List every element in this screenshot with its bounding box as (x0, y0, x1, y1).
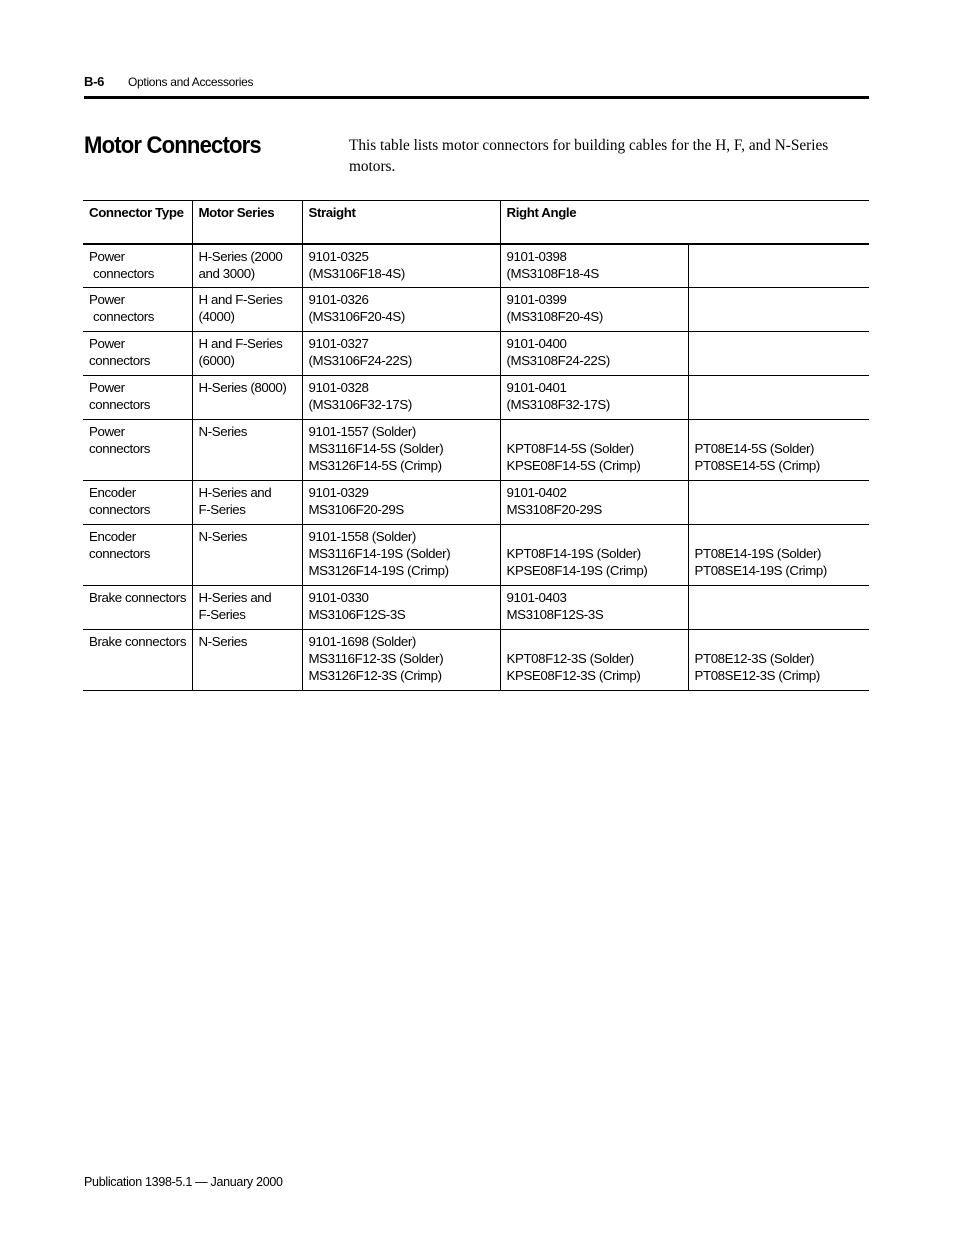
table-row (83, 332, 869, 376)
col-header-straight: Straight (302, 201, 500, 244)
cell-text-line: connectors (89, 353, 151, 368)
cell-text-line: connectors (89, 502, 151, 517)
cell-motor-series (192, 376, 302, 420)
publication-footer: Publication 1398-5.1 — January 2000 (84, 1175, 283, 1189)
cell-right-angle-alt (688, 630, 869, 691)
cell-straight (302, 376, 500, 420)
cell-straight (302, 420, 500, 481)
cell-right-angle (500, 481, 688, 525)
cell-text-line: KPT08F14-5S (Solder) (506, 441, 634, 456)
cell-right-angle-alt (688, 525, 869, 586)
cell-text-line: 9101-0398 (506, 248, 567, 264)
cell-text-line (695, 633, 864, 650)
cell-text-line: connectors (89, 441, 151, 456)
cell-right-angle-alt (688, 481, 869, 525)
cell-motor-series (192, 630, 302, 691)
cell-connector-type (83, 288, 192, 332)
cell-motor-series (192, 288, 302, 332)
cell-text-line: (MS3108F24-22S) (506, 353, 610, 368)
cell-text-line: 9101-1698 (Solder) (308, 634, 416, 649)
cell-text-line: N-Series (198, 634, 248, 649)
cell-connector-type (83, 244, 192, 288)
intro-paragraph: This table lists motor connectors for building cables for the H, F, and N-Series motors. (349, 137, 829, 175)
cell-motor-series (192, 586, 302, 630)
cell-text-line: MS3126F14-19S (Crimp) (308, 563, 449, 578)
cell-connector-type (83, 481, 192, 525)
cell-right-angle-alt (688, 586, 869, 630)
cell-text-line: MS3116F14-5S (Solder) (308, 441, 444, 456)
cell-text-line: PT08E14-5S (Solder) (694, 441, 815, 456)
cell-connector-type (83, 332, 192, 376)
cell-text-line: KPT08F14-19S (Solder) (506, 546, 641, 561)
cell-text-line: (MS3106F24-22S) (308, 353, 412, 368)
cell-text-line: 9101-0403 (506, 590, 567, 605)
cell-straight (302, 244, 500, 288)
cell-text-line: 9101-0401 (506, 380, 567, 395)
cell-text-line: F-Series (198, 502, 246, 517)
cell-text-line: connectors (93, 309, 155, 324)
cell-right-angle (500, 332, 688, 376)
cell-text-line: PT08SE12-3S (Crimp) (694, 668, 820, 683)
cell-text-line: 9101-0327 (308, 336, 369, 351)
cell-right-angle (500, 630, 688, 691)
cell-text-line: H and F-Series (198, 336, 283, 351)
cell-text-line: 9101-0399 (506, 292, 567, 307)
page-number: B-6 (84, 74, 105, 89)
cell-text-line: Power (89, 336, 125, 351)
cell-text-line: connectors (93, 265, 155, 281)
cell-text-line: 9101-0402 (506, 485, 567, 500)
cell-connector-type (83, 586, 192, 630)
cell-text-line: Encoder (89, 529, 136, 544)
cell-connector-type (83, 376, 192, 420)
table-row (83, 586, 869, 630)
cell-text-line: (6000) (198, 353, 235, 368)
cell-right-angle-alt (688, 288, 869, 332)
cell-text-line: MS3116F14-19S (Solder) (308, 546, 451, 561)
cell-right-angle-alt (688, 376, 869, 420)
cell-text-line: connectors (89, 397, 151, 412)
cell-text-line: Brake connectors (89, 590, 187, 605)
table-row (83, 244, 869, 288)
cell-text-line: (MS3108F20-4S) (506, 309, 603, 324)
cell-text-line: N-Series (198, 424, 248, 439)
cell-text-line: MS3108F20-29S (506, 502, 602, 517)
cell-text-line: 9101-0326 (308, 292, 369, 307)
cell-text-line: MS3116F12-3S (Solder) (308, 651, 444, 666)
cell-text-line: Encoder (89, 485, 136, 500)
cell-connector-type (83, 630, 192, 691)
motor-connectors-table (83, 200, 869, 691)
header-rule (84, 96, 869, 99)
cell-right-angle (500, 244, 688, 288)
cell-text-line: MS3108F12S-3S (506, 607, 604, 622)
cell-text-line: KPT08F12-3S (Solder) (506, 651, 634, 666)
cell-text-line (695, 528, 864, 545)
cell-text-line: N-Series (198, 529, 248, 544)
cell-right-angle-alt (688, 332, 869, 376)
table-row (83, 630, 869, 691)
cell-text-line (507, 423, 682, 440)
cell-text-line: H-Series (2000 (198, 248, 283, 264)
cell-text-line: PT08SE14-5S (Crimp) (694, 458, 820, 473)
cell-text-line: Brake connectors (89, 634, 187, 649)
cell-text-line: 9101-0330 (308, 590, 369, 605)
cell-text-line: H-Series and (198, 485, 272, 500)
cell-text-line: and 3000) (198, 265, 255, 281)
cell-text-line: MS3126F14-5S (Crimp) (308, 458, 442, 473)
cell-text-line: MS3126F12-3S (Crimp) (308, 668, 442, 683)
cell-right-angle (500, 420, 688, 481)
cell-text-line: KPSE08F12-3S (Crimp) (506, 668, 641, 683)
table-row (83, 288, 869, 332)
cell-text-line: (MS3108F32-17S) (506, 397, 610, 412)
table-row (83, 481, 869, 525)
cell-right-angle (500, 586, 688, 630)
cell-right-angle (500, 525, 688, 586)
cell-straight (302, 630, 500, 691)
cell-text-line: PT08SE14-19S (Crimp) (694, 563, 827, 578)
cell-right-angle-alt (688, 244, 869, 288)
cell-text-line (507, 528, 682, 545)
cell-motor-series (192, 332, 302, 376)
cell-text-line: PT08E12-3S (Solder) (694, 651, 815, 666)
table-row (83, 376, 869, 420)
cell-right-angle-alt (688, 420, 869, 481)
cell-text-line: (MS3106F20-4S) (308, 309, 405, 324)
cell-text-line: 9101-0325 (308, 248, 369, 264)
section-name: Options and Accessories (128, 75, 254, 89)
cell-straight (302, 481, 500, 525)
cell-text-line: (MS3108F18-4S (506, 265, 599, 281)
cell-right-angle (500, 376, 688, 420)
cell-text-line: F-Series (198, 607, 246, 622)
cell-text-line: PT08E14-19S (Solder) (694, 546, 822, 561)
cell-connector-type (83, 420, 192, 481)
cell-motor-series (192, 481, 302, 525)
cell-text-line: 9101-0329 (308, 485, 369, 500)
cell-straight (302, 332, 500, 376)
cell-motor-series (192, 420, 302, 481)
cell-text-line: H-Series and (198, 590, 272, 605)
cell-text-line: (MS3106F32-17S) (308, 397, 412, 412)
table-row (83, 420, 869, 481)
cell-text-line: Power (89, 292, 125, 307)
cell-text-line: Power (89, 248, 125, 264)
cell-text-line (507, 633, 682, 650)
cell-text-line: MS3106F12S-3S (308, 607, 406, 622)
cell-connector-type (83, 525, 192, 586)
cell-text-line: (MS3106F18-4S) (308, 265, 405, 281)
cell-straight (302, 288, 500, 332)
col-header-connector-type: Connector Type (89, 205, 184, 220)
cell-straight (302, 586, 500, 630)
cell-text-line: (4000) (198, 309, 235, 324)
cell-text-line: KPSE08F14-5S (Crimp) (506, 458, 641, 473)
cell-motor-series (192, 244, 302, 288)
cell-text-line: KPSE08F14-19S (Crimp) (506, 563, 648, 578)
cell-text-line: Power (89, 380, 125, 395)
cell-text-line: H-Series (8000) (198, 380, 287, 395)
cell-motor-series (192, 525, 302, 586)
page-header (84, 74, 869, 100)
table-row (83, 525, 869, 586)
table-body (83, 244, 869, 691)
cell-text-line: MS3106F20-29S (308, 502, 404, 517)
cell-text-line: 9101-1558 (Solder) (308, 529, 416, 544)
cell-text-line: 9101-0400 (506, 336, 567, 351)
cell-text-line: Power (89, 424, 125, 439)
cell-straight (302, 525, 500, 586)
page-title: Motor Connectors (84, 132, 261, 159)
cell-text-line: 9101-1557 (Solder) (308, 424, 416, 439)
col-header-motor-series: Motor Series (192, 201, 302, 244)
table-header-row (83, 201, 869, 244)
col-header-right-angle: Right Angle (500, 201, 869, 244)
cell-text-line: connectors (89, 546, 151, 561)
cell-text-line (695, 423, 864, 440)
cell-text-line: H and F-Series (198, 292, 283, 307)
cell-right-angle (500, 288, 688, 332)
cell-text-line: 9101-0328 (308, 380, 369, 395)
